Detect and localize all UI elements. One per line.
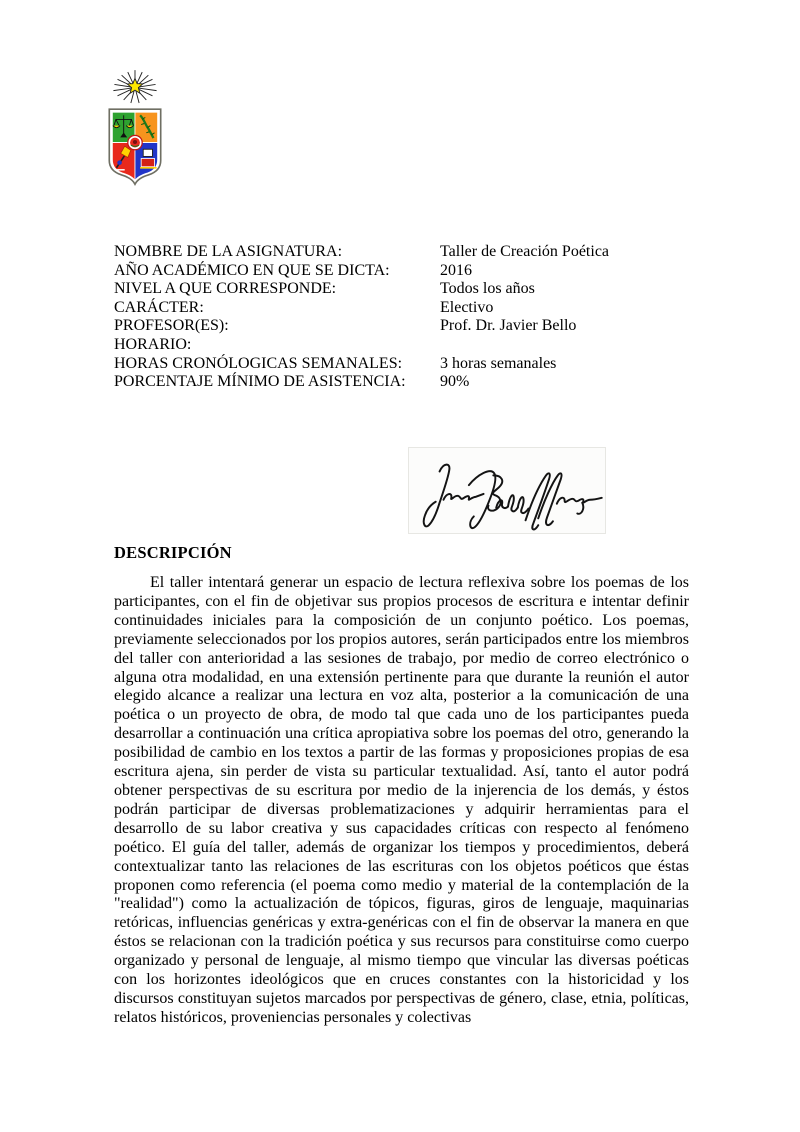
field-label: HORAS CRONÓLOGICAS SEMANALES:: [114, 354, 403, 372]
field-label: PORCENTAJE MÍNIMO DE ASISTENCIA:: [114, 373, 406, 391]
description-paragraph: El taller intentará generar un espacio de lectura reflexiva sobre los poemas de los participantes, con el fin de objetivar sus propios procesos de escritura e intentar definir continuidades iniciales para la composición de un conjunto poético. Los poemas, previamente seleccionados por los propios autores, serán participados entre los miembros del taller con anterioridad a las sesiones de trabajo, por medio de correo electrónico o alguna otra modalidad, en una extensión pertinente para que durante la reunión el autor elegido alcance a realizar una lectura en voz alta, posterior a la comunicación de una poética o un proyecto de obra, de modo tal que cada uno de los participantes pueda desarrollar a continuación una crítica apropiativa sobre los poemas del otro, generando la posibilidad de cambio en los textos a partir de las formas y proposiciones propias de esa escritura ajena, sin perder de vista su particular textualidad. Así, tanto el autor podrá obtener perspectivas de su escritura por medio de la injerencia de los demás, y éstos podrán participar de diversas problematizaciones y adquirir herramientas para el desarrollo de su labor creativa y sus capacidades críticas con respecto al fenómeno poético. El guía del taller, además de organizar los tiempos y procedimientos, deberá contextualizar tanto las relaciones de las escrituras con los objetos poéticos que éstas proponen como referencia (el poema como medio y material de la contemplación de la "realidad") como la actualización de tópicos, figuras, giros de lenguaje, maquinarias retóricas, influencias genéricas y extra-genéricas con el fin de observar la manera en que éstos se relacionan con la tradición poética y sus recursos para constituirse como cuerpo organizado y personal de lenguaje, al mismo tiempo que vincular las diversas poéticas con los horizontes ideológicos que en cruces constantes con la historicidad y los discursos constituyan sujetos marcados por perspectivas de género, clase, etnia, políticas, relatos históricos, proveniencias personales y colectivas: [114, 574, 689, 1026]
field-value: 2016: [440, 261, 472, 279]
university-crest-icon: [99, 68, 171, 192]
star-icon: [127, 78, 143, 93]
field-value: Prof. Dr. Javier Bello: [440, 317, 577, 335]
field-label: NIVEL A QUE CORRESPONDE:: [114, 280, 337, 298]
field-label: AÑO ACADÉMICO EN QUE SE DICTA:: [114, 261, 390, 279]
course-info-row: [114, 355, 694, 374]
course-info-table: [114, 243, 694, 392]
center-medallion-icon: [128, 135, 142, 149]
handwritten-signature-icon: [409, 448, 605, 533]
course-info-row: [114, 280, 694, 299]
field-value: [440, 336, 694, 355]
field-label: CARÁCTER:: [114, 298, 204, 316]
field-value: 3 horas semanales: [440, 354, 557, 372]
field-value: Taller de Creación Poética: [440, 243, 610, 260]
course-info-row: [114, 262, 694, 281]
course-info-row: [114, 336, 694, 355]
signature-image: [408, 447, 606, 534]
field-label: NOMBRE DE LA ASIGNATURA:: [114, 243, 343, 260]
course-info-row: [114, 317, 694, 336]
field-value: 90%: [440, 373, 470, 391]
field-label: HORARIO:: [114, 335, 192, 353]
section-heading-descripcion: DESCRIPCIÓN: [114, 543, 232, 562]
course-info-row: [114, 243, 694, 262]
course-info-row: [114, 373, 694, 392]
course-info-row: [114, 299, 694, 318]
field-value: Electivo: [440, 298, 494, 316]
field-label: PROFESOR(ES):: [114, 317, 229, 335]
field-value: Todos los años: [440, 280, 535, 298]
